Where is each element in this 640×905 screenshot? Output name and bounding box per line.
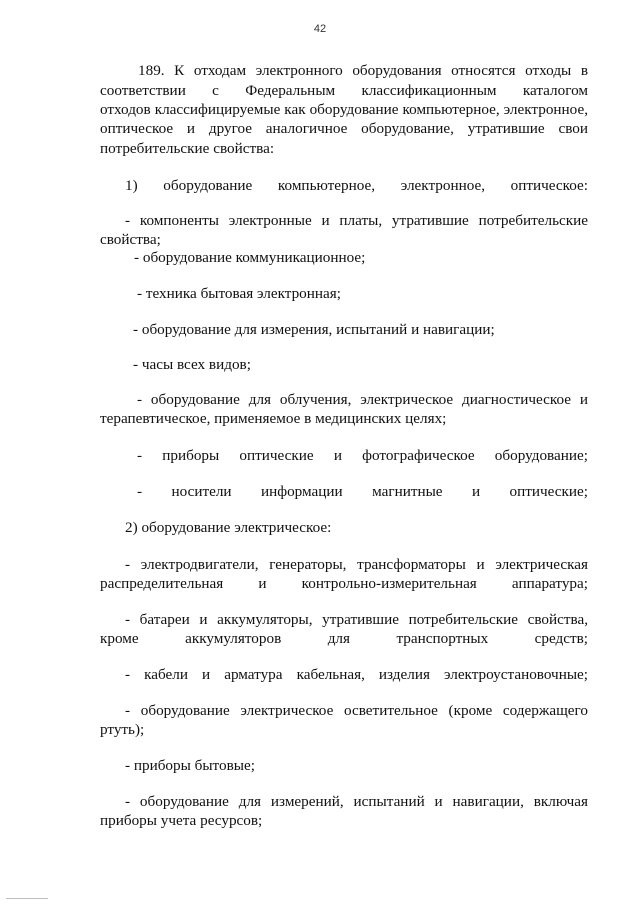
section-1-item-8: - носители информации магнитные и оптические;: [137, 483, 588, 500]
section-1-item-1-line-2: свойства;: [100, 231, 161, 248]
section-1-item-7: - приборы оптические и фотографическое оборудование;: [137, 447, 588, 464]
paragraph-189-line-3: отходов классифицируемые как оборудование компьютерное, электронное,: [100, 101, 588, 118]
section-1-item-5: - часы всех видов;: [133, 356, 251, 373]
section-1-item-3: - техника бытовая электронная;: [137, 285, 341, 302]
section-2-item-6-line-2: приборы учета ресурсов;: [100, 812, 263, 829]
section-2-item-5: - приборы бытовые;: [125, 757, 255, 774]
section-2-heading: 2) оборудование электрическое:: [125, 519, 332, 536]
section-1-item-2: - оборудование коммуникационное;: [134, 249, 366, 266]
section-2-item-2-line-1: - батареи и аккумуляторы, утратившие потребительские свойства,: [125, 611, 588, 628]
section-2-item-3: - кабели и арматура кабельная, изделия электроустановочные;: [125, 666, 588, 683]
paragraph-189-line-5: потребительские свойства:: [100, 140, 275, 157]
section-1-item-1-line-1: - компоненты электронные и платы, утратившие потребительские: [125, 212, 588, 229]
scan-edge-mark: [6, 898, 48, 899]
section-2-item-2-line-2: кроме аккумуляторов для транспортных средств;: [100, 630, 588, 647]
section-2-item-1-line-1: - электродвигатели, генераторы, трансформаторы и электрическая: [125, 556, 588, 573]
section-1-heading: 1) оборудование компьютерное, электронное, оптическое:: [125, 177, 588, 194]
section-2-item-4-line-2: ртуть);: [100, 721, 145, 738]
section-2-item-6-line-1: - оборудование для измерений, испытаний и навигации, включая: [125, 793, 588, 810]
section-2-item-4-line-1: - оборудование электрическое осветительное (кроме содержащего: [125, 702, 588, 719]
section-1-item-4: - оборудование для измерения, испытаний и навигации;: [133, 321, 495, 338]
section-2-item-1-line-2: распределительная и контрольно-измерительная аппаратура;: [100, 575, 588, 592]
paragraph-189-line-2: соответствии с Федеральным классификационным каталогом: [100, 82, 588, 99]
paragraph-189-line-4: оптическое и другое аналогичное оборудование, утратившие свои: [100, 120, 588, 137]
paragraph-189-line-1: 189. К отходам электронного оборудования относятся отходы в: [138, 62, 588, 79]
section-1-item-6-line-1: - оборудование для облучения, электрическое диагностическое и: [137, 391, 588, 408]
section-1-item-6-line-2: терапевтическое, применяемое в медицинских целях;: [100, 410, 447, 427]
page-number: 42: [313, 23, 327, 35]
